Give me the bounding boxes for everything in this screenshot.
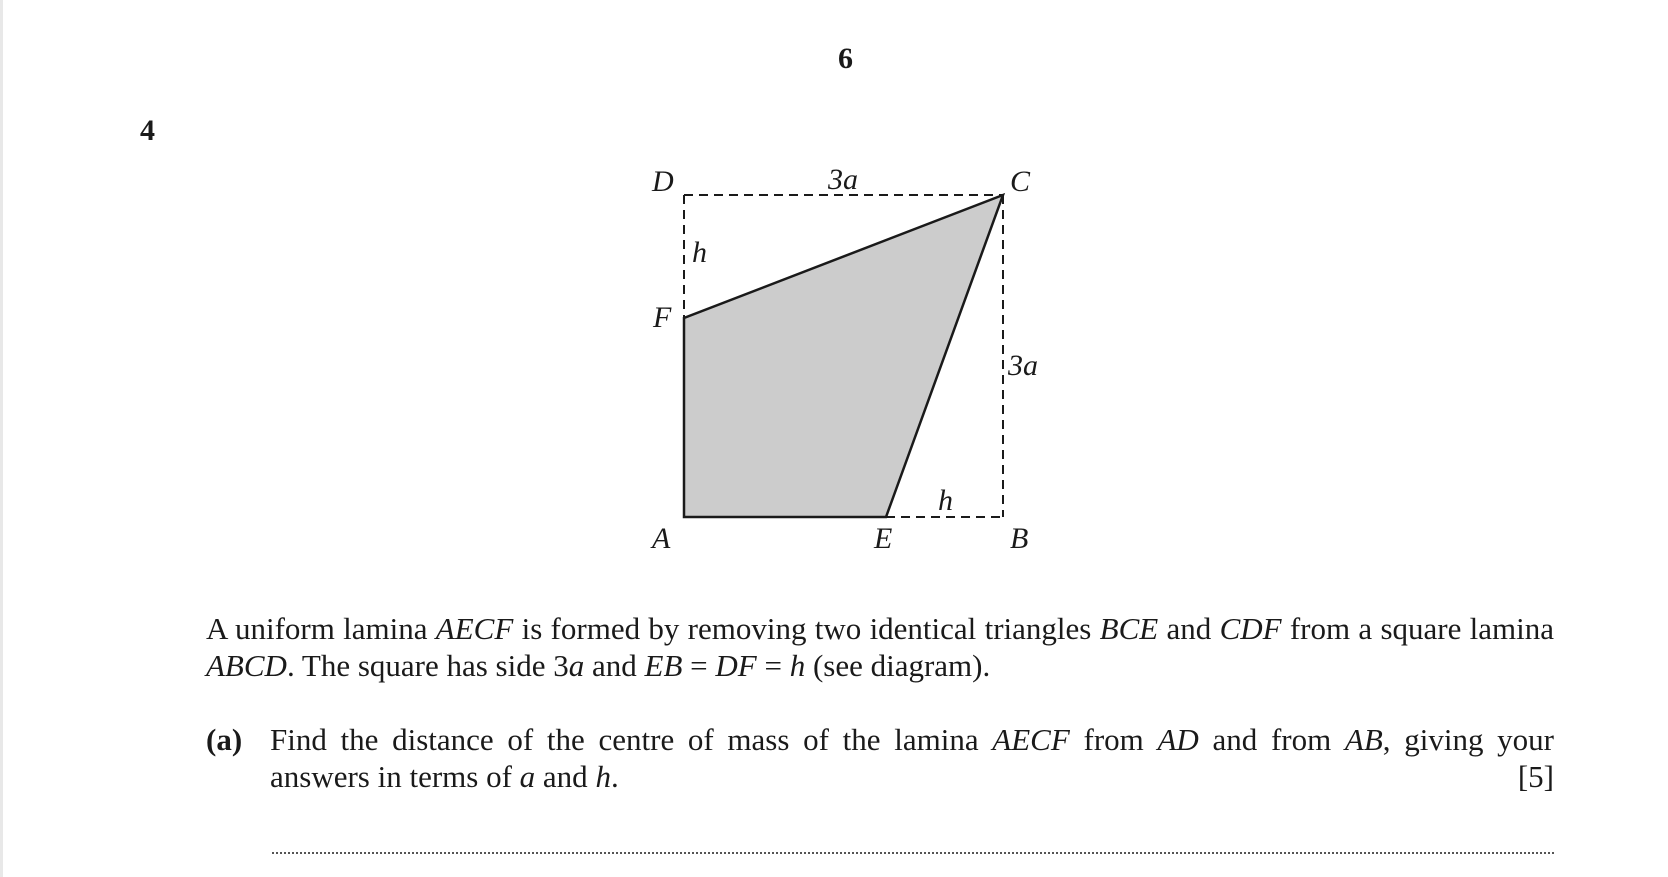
lamina-AECF [684,195,1003,517]
question-intro: A uniform lamina AECF is formed by removing two identical triangles BCE and CDF from a square lamina ABCD. The square has side 3a and EB = DF = h (see diagram). [206,611,1555,683]
vertex-label-D: D [652,165,674,198]
length-label-df-h: h [692,236,707,269]
part-a-text: Find the distance of the centre of mass of the lamina AECF from AD and from AB, giving your answers in terms of a and h. [5] [270,722,1554,794]
vertex-label-F: F [653,301,672,334]
answer-line[interactable] [272,852,1554,854]
vertex-label-C: C [1010,165,1031,198]
vertex-label-B: B [1010,522,1029,555]
part-a-marks: [5] [1517,759,1554,794]
question-number: 4 [140,114,155,147]
length-label-right-3a: 3a [1008,349,1038,382]
part-a-label: (a) [206,722,243,757]
length-label-top-3a: 3a [828,163,858,196]
length-label-eb-h: h [938,484,953,517]
vertex-label-E: E [874,522,893,555]
vertex-label-A: A [652,522,671,555]
page-number: 6 [838,42,853,75]
